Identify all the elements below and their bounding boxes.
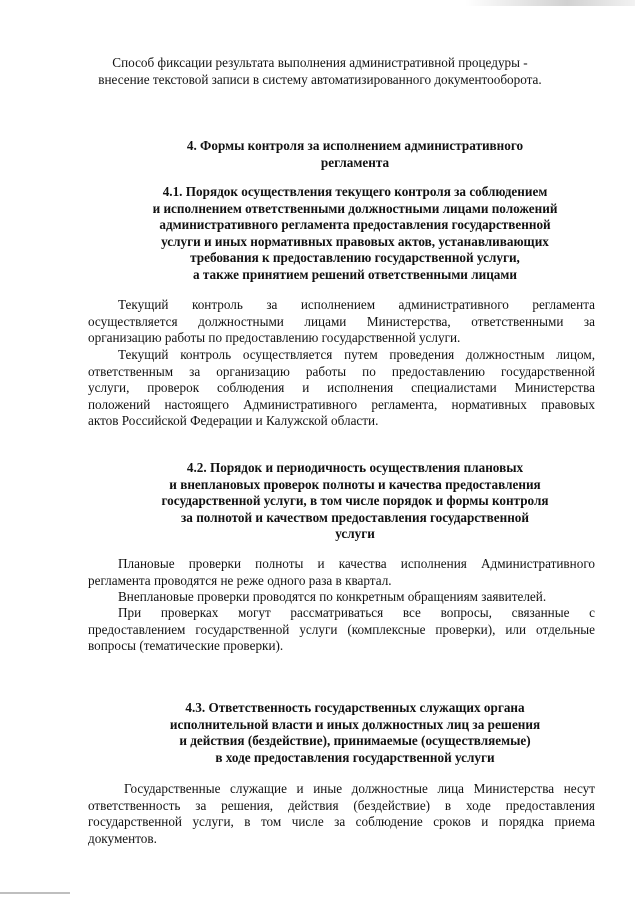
intro-paragraph bbox=[80, 55, 560, 88]
paragraph-line: Плановые проверки полноты и качества исполнения Административного bbox=[118, 556, 595, 571]
paragraph-line: организацию работы по предоставлению государственной услуги. bbox=[88, 330, 461, 345]
section-4-2-paragraph-2 bbox=[88, 589, 595, 606]
section-4-1-paragraph-2 bbox=[88, 347, 595, 430]
section-4-1-paragraph-1 bbox=[88, 297, 595, 347]
heading-line: государственной услуги, в том числе порядок и формы контроля bbox=[161, 493, 549, 508]
heading-line: административного регламента предоставления государственной bbox=[159, 217, 551, 232]
paragraph-line: предоставлением государственной услуги (комплексные проверки), или отдельные bbox=[88, 621, 595, 637]
heading-line: регламента bbox=[320, 154, 390, 170]
intro-line: Способ фиксации результата выполнения административной процедуры - bbox=[112, 55, 528, 70]
heading-line: и внеплановых проверок полноты и качества предоставления bbox=[169, 476, 541, 492]
section-4-2-paragraph-1 bbox=[88, 556, 595, 589]
section-4-heading bbox=[170, 138, 540, 171]
section-4-3-paragraph-1 bbox=[88, 781, 595, 847]
heading-line: услуги bbox=[335, 526, 375, 541]
paragraph-line: услуги, проверок соблюдения и исполнения специалистами Министерства bbox=[88, 380, 595, 395]
heading-line: услуги и иных нормативных правовых актов, устанавливающих bbox=[161, 233, 549, 249]
section-4-3-heading bbox=[120, 700, 590, 766]
section-4-2-paragraph-3 bbox=[88, 605, 595, 655]
paragraph-line: ответственность за решения, действия (бездействие) в ходе предоставления bbox=[88, 797, 595, 813]
heading-line: и действия (бездействие), принимаемые (осуществляемые) bbox=[179, 733, 531, 748]
heading-line: за полнотой и качеством предоставления государственной bbox=[181, 509, 529, 525]
paragraph-line: государственной услуги, в том числе за соблюдение сроков и порядка приема bbox=[88, 814, 595, 829]
paragraph-line: Текущий контроль за исполнением административного регламента bbox=[118, 297, 595, 312]
heading-line: в ходе предоставления государственной услуги bbox=[215, 749, 495, 765]
paragraph-line: положений настоящего Административного регламента, нормативных правовых bbox=[88, 396, 595, 412]
scan-artifact-bottom bbox=[0, 892, 70, 894]
section-4-1-heading bbox=[120, 184, 590, 283]
heading-line: а также принятием решений ответственными лицами bbox=[193, 266, 517, 282]
paragraph-line: Государственные служащие и иные должностные лица Министерства несут bbox=[124, 781, 595, 796]
paragraph-line: документов. bbox=[88, 830, 157, 846]
heading-line: 4.3. Ответственность государственных служащих органа bbox=[185, 700, 525, 715]
paragraph-line: При проверках могут рассматриваться все вопросы, связанные с bbox=[118, 605, 595, 620]
heading-line: исполнительной власти и иных должностных лиц за решения bbox=[169, 716, 541, 732]
heading-line: требования к предоставлению государственной услуги, bbox=[190, 250, 520, 265]
paragraph-line: осуществляется должностными лицами Министерства, ответственными за bbox=[88, 313, 595, 329]
heading-line: 4.1. Порядок осуществления текущего контроля за соблюдением bbox=[162, 184, 548, 199]
paragraph-line: ответственным за организацию работы по предоставлению государственной bbox=[88, 363, 595, 379]
heading-line: 4. Формы контроля за исполнением административного bbox=[186, 138, 524, 153]
intro-line: внесение текстовой записи в систему автоматизированного документооборота. bbox=[98, 71, 542, 87]
paragraph-line: регламента проводятся не реже одного раза в квартал. bbox=[88, 572, 392, 588]
paragraph-line: вопросы (тематические проверки). bbox=[88, 638, 284, 653]
heading-line: и исполнением ответственными должностными лицами положений bbox=[152, 200, 558, 216]
section-4-2-heading bbox=[120, 460, 590, 543]
scan-artifact-top bbox=[465, 0, 635, 6]
paragraph-line: актов Российской Федерации и Калужской области. bbox=[88, 413, 379, 428]
paragraph-line: Текущий контроль осуществляется путем проведения должностным лицом, bbox=[118, 347, 595, 362]
paragraph-line: Внеплановые проверки проводятся по конкретным обращениям заявителей. bbox=[118, 589, 547, 604]
heading-line: 4.2. Порядок и периодичность осуществления плановых bbox=[186, 460, 524, 475]
